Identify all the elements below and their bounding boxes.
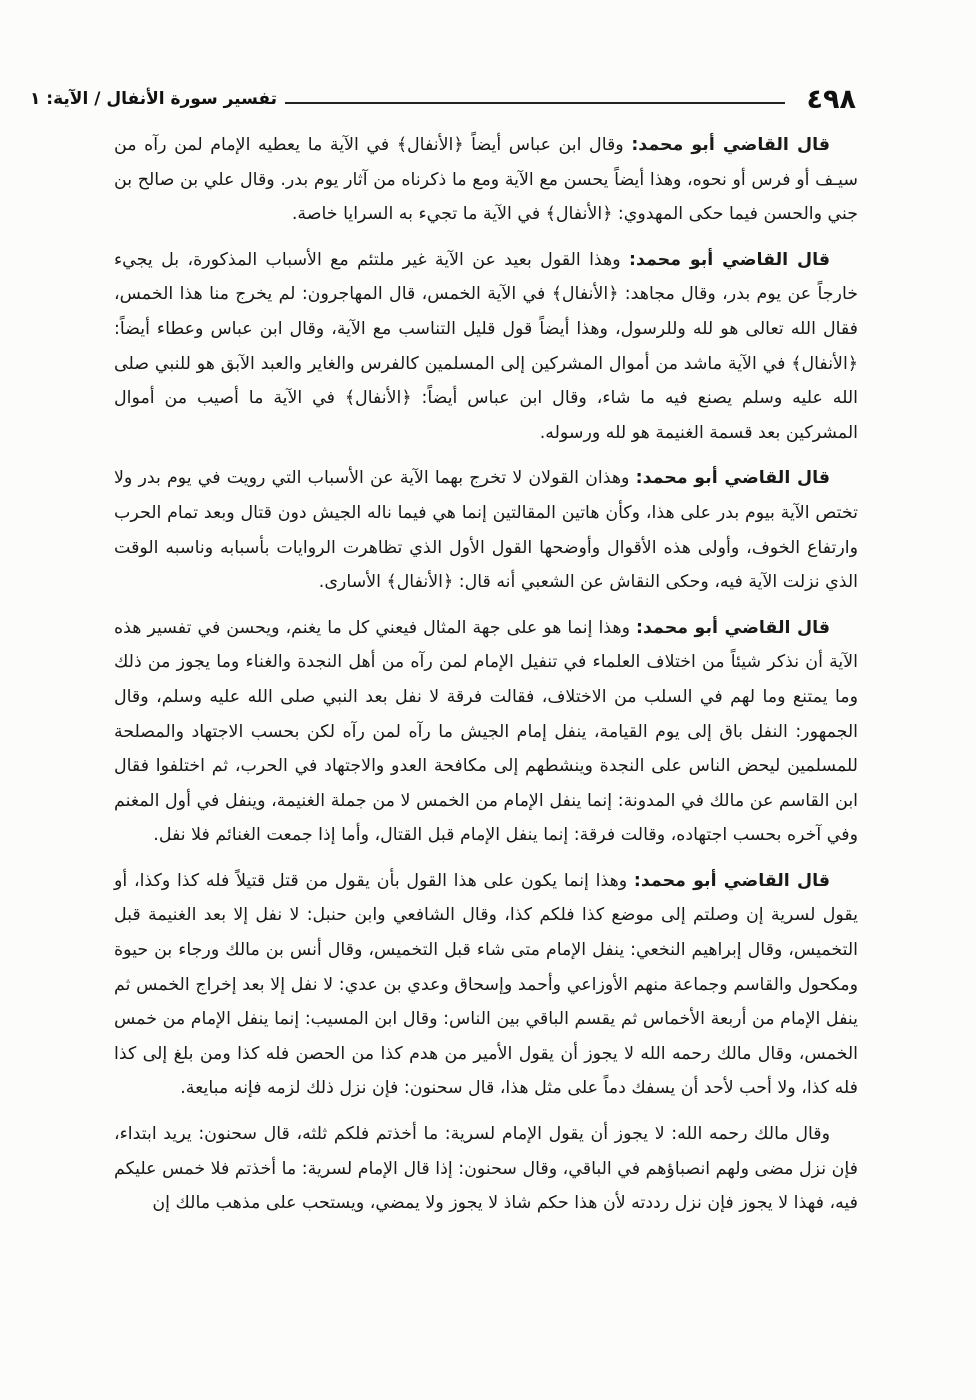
paragraph-text: وهذا إنما يكون على هذا القول بأن يقول من قتل قتيلاً فله كذا وكذا، أو يقول لسرية إن وصلتم إلى موضع كذا فلكم كذا، وقال الشافعي وابن حنبل: لا نفل إلا بعد الغنيمة قبل التخميس، وقال إبراهيم النخعي: ينفل الإمام متى شاء قبل التخميس، وقال أنس بن مالك ورجاء بن حيوة ومكحول والقاسم وجماعة منهم الأوزاعي وأحمد وإسحاق وعدي بن عدي: لا نفل إلا بعد إخراج الخمس ثم ينفل الإمام من أربعة الأخماس ثم يقسم الباقي بين الناس: وقال ابن المسيب: إنما ينفل الإمام من خمس الخمس، وقال مالك رحمه الله لا يجوز أن يقول الأمير من هدم كذا من الحصن فله كذا ومن بلغ إلى كذا فله كذا، ولا أحب لأحد أن يسفك دماً على مثل هذا، قال سحنون: فإن نزل ذلك لزمه فإنه مبايعة. [114, 870, 858, 1099]
paragraph-3 [114, 461, 858, 599]
body-text [114, 128, 858, 1232]
header-rule [285, 102, 785, 104]
speaker-label: قال القاضي أبو محمد: [631, 135, 830, 155]
paragraph-6 [114, 1117, 858, 1221]
speaker-label: قال القاضي أبو محمد: [633, 870, 830, 891]
paragraph-text: وقال ابن عباس أيضاً ﴿الأنفال﴾ في الآية ما يعطيه الإمام لمن رآه من سيـف أو فرس أو نحوه، وهذا أيضاً يحسن مع الآية ومع ما ذكرناه من آثار يوم بدر. وقال علي بن صالح بن جني والحسن فيما حكى المهدوي: ﴿الأنفال﴾ في الآية ما تجيء به السرايا خاصة. [114, 135, 858, 225]
paragraph-text: وقال مالك رحمه الله: لا يجوز أن يقول الإمام لسرية: ما أخذتم فلكم ثلثه، قال سحنون: يريد ابتداء، فإن نزل مضى ولهم انصباؤهم في الباقي، وقال سحنون: إذا قال الإمام لسرية: ما أخذتم فلا خمس عليكم فيه، فهذا لا يجوز فإن نزل رددته لأن هذا حكم شاذ لا يجوز ولا يمضي، ويستحب على مذهب مالك إن [114, 1124, 858, 1214]
paragraph-text: وهذا القول بعيد عن الآية غير ملتئم مع الأسباب المذكورة، بل يجيء خارجاً عن يوم بدر، وقال مجاهد: ﴿الأنفال﴾ في الآية الخمس، قال المهاجرون: لم يخرج منا هذا الخمس، فقال الله تعالى هو لله وللرسول، وهذا أيضاً قول قليل التناسب مع الآية، وقال ابن عباس وعطاء أيضاً: ﴿الأنفال﴾ في الآية ماشد من أموال المشركين إلى المسلمين كالفرس والغاير والعبد الآبق هو للنبي صلى الله عليه وسلم يصنع فيه ما شاء، وقال ابن عباس أيضاً: ﴿الأنفال﴾ في الآية ما أصيب من أموال المشركين بعد قسمة الغنيمة هو لله ورسوله. [114, 249, 858, 443]
paragraph-text: وهذا إنما هو على جهة المثال فيعني كل ما يغنم، ويحسن في تفسير هذه الآية أن نذكر شيئاً من اختلاف العلماء في تنفيل الإمام لمن رآه من أهل النجدة والغناء وما يجوز من ذلك وما يمتنع وما لهم في السلب من الاختلاف، فقالت فرقة لا نفل بعد النبي صلى الله عليه وسلم، وقال الجمهور: النفل باق إلى يوم القيامة، ينفل إمام الجيش ما رآه لمن رآه لكن بحسب الاجتهاد والمصلحة للمسلمين ليحض الناس على النجدة وينشطهم إلى مكافحة العدو والاجتهاد في الحرب، ثم اختلفوا فقال ابن القاسم عن مالك في المدونة: إنما ينفل الإمام من الخمس لا من جملة الغنيمة، وينفل في أول المغنم وفي آخره بحسب اجتهاده، وقالت فرقة: إنما ينفل الإمام قبل القتال، وأما إذا جمعت الغنائم فلا نفل. [114, 617, 858, 846]
speaker-label: قال القاضي أبو محمد: [636, 617, 830, 638]
paragraph-2 [114, 243, 858, 451]
speaker-label: قال القاضي أبو محمد: [629, 249, 830, 270]
speaker-label: قال القاضي أبو محمد: [635, 468, 830, 489]
paragraph-1 [114, 128, 858, 232]
paragraph-5 [114, 864, 858, 1106]
header-title: تفسير سورة الأنفال / الآية: ١ [30, 89, 278, 109]
running-header [30, 82, 856, 116]
paragraph-4 [114, 611, 858, 853]
paragraph-text: وهذان القولان لا تخرج بهما الآية عن الأسباب التي رويت في يوم بدر ولا تختص الآية بيوم بدر على هذا، وكأن هاتين المقالتين إنما هي فيما ناله الجيش دون قتال وبعد تمام الحرب وارتفاع الخوف، وأولى هذه الأقوال وأوضحها القول الأول الذي تظاهرت الروايات بأسبابه وناسبه الوقت الذي نزلت الآية فيه، وحكى النقاش عن الشعبي أنه قال: ﴿الأنفال﴾ الأسارى. [114, 468, 858, 593]
page-number: ٤٩٨ [806, 83, 856, 115]
